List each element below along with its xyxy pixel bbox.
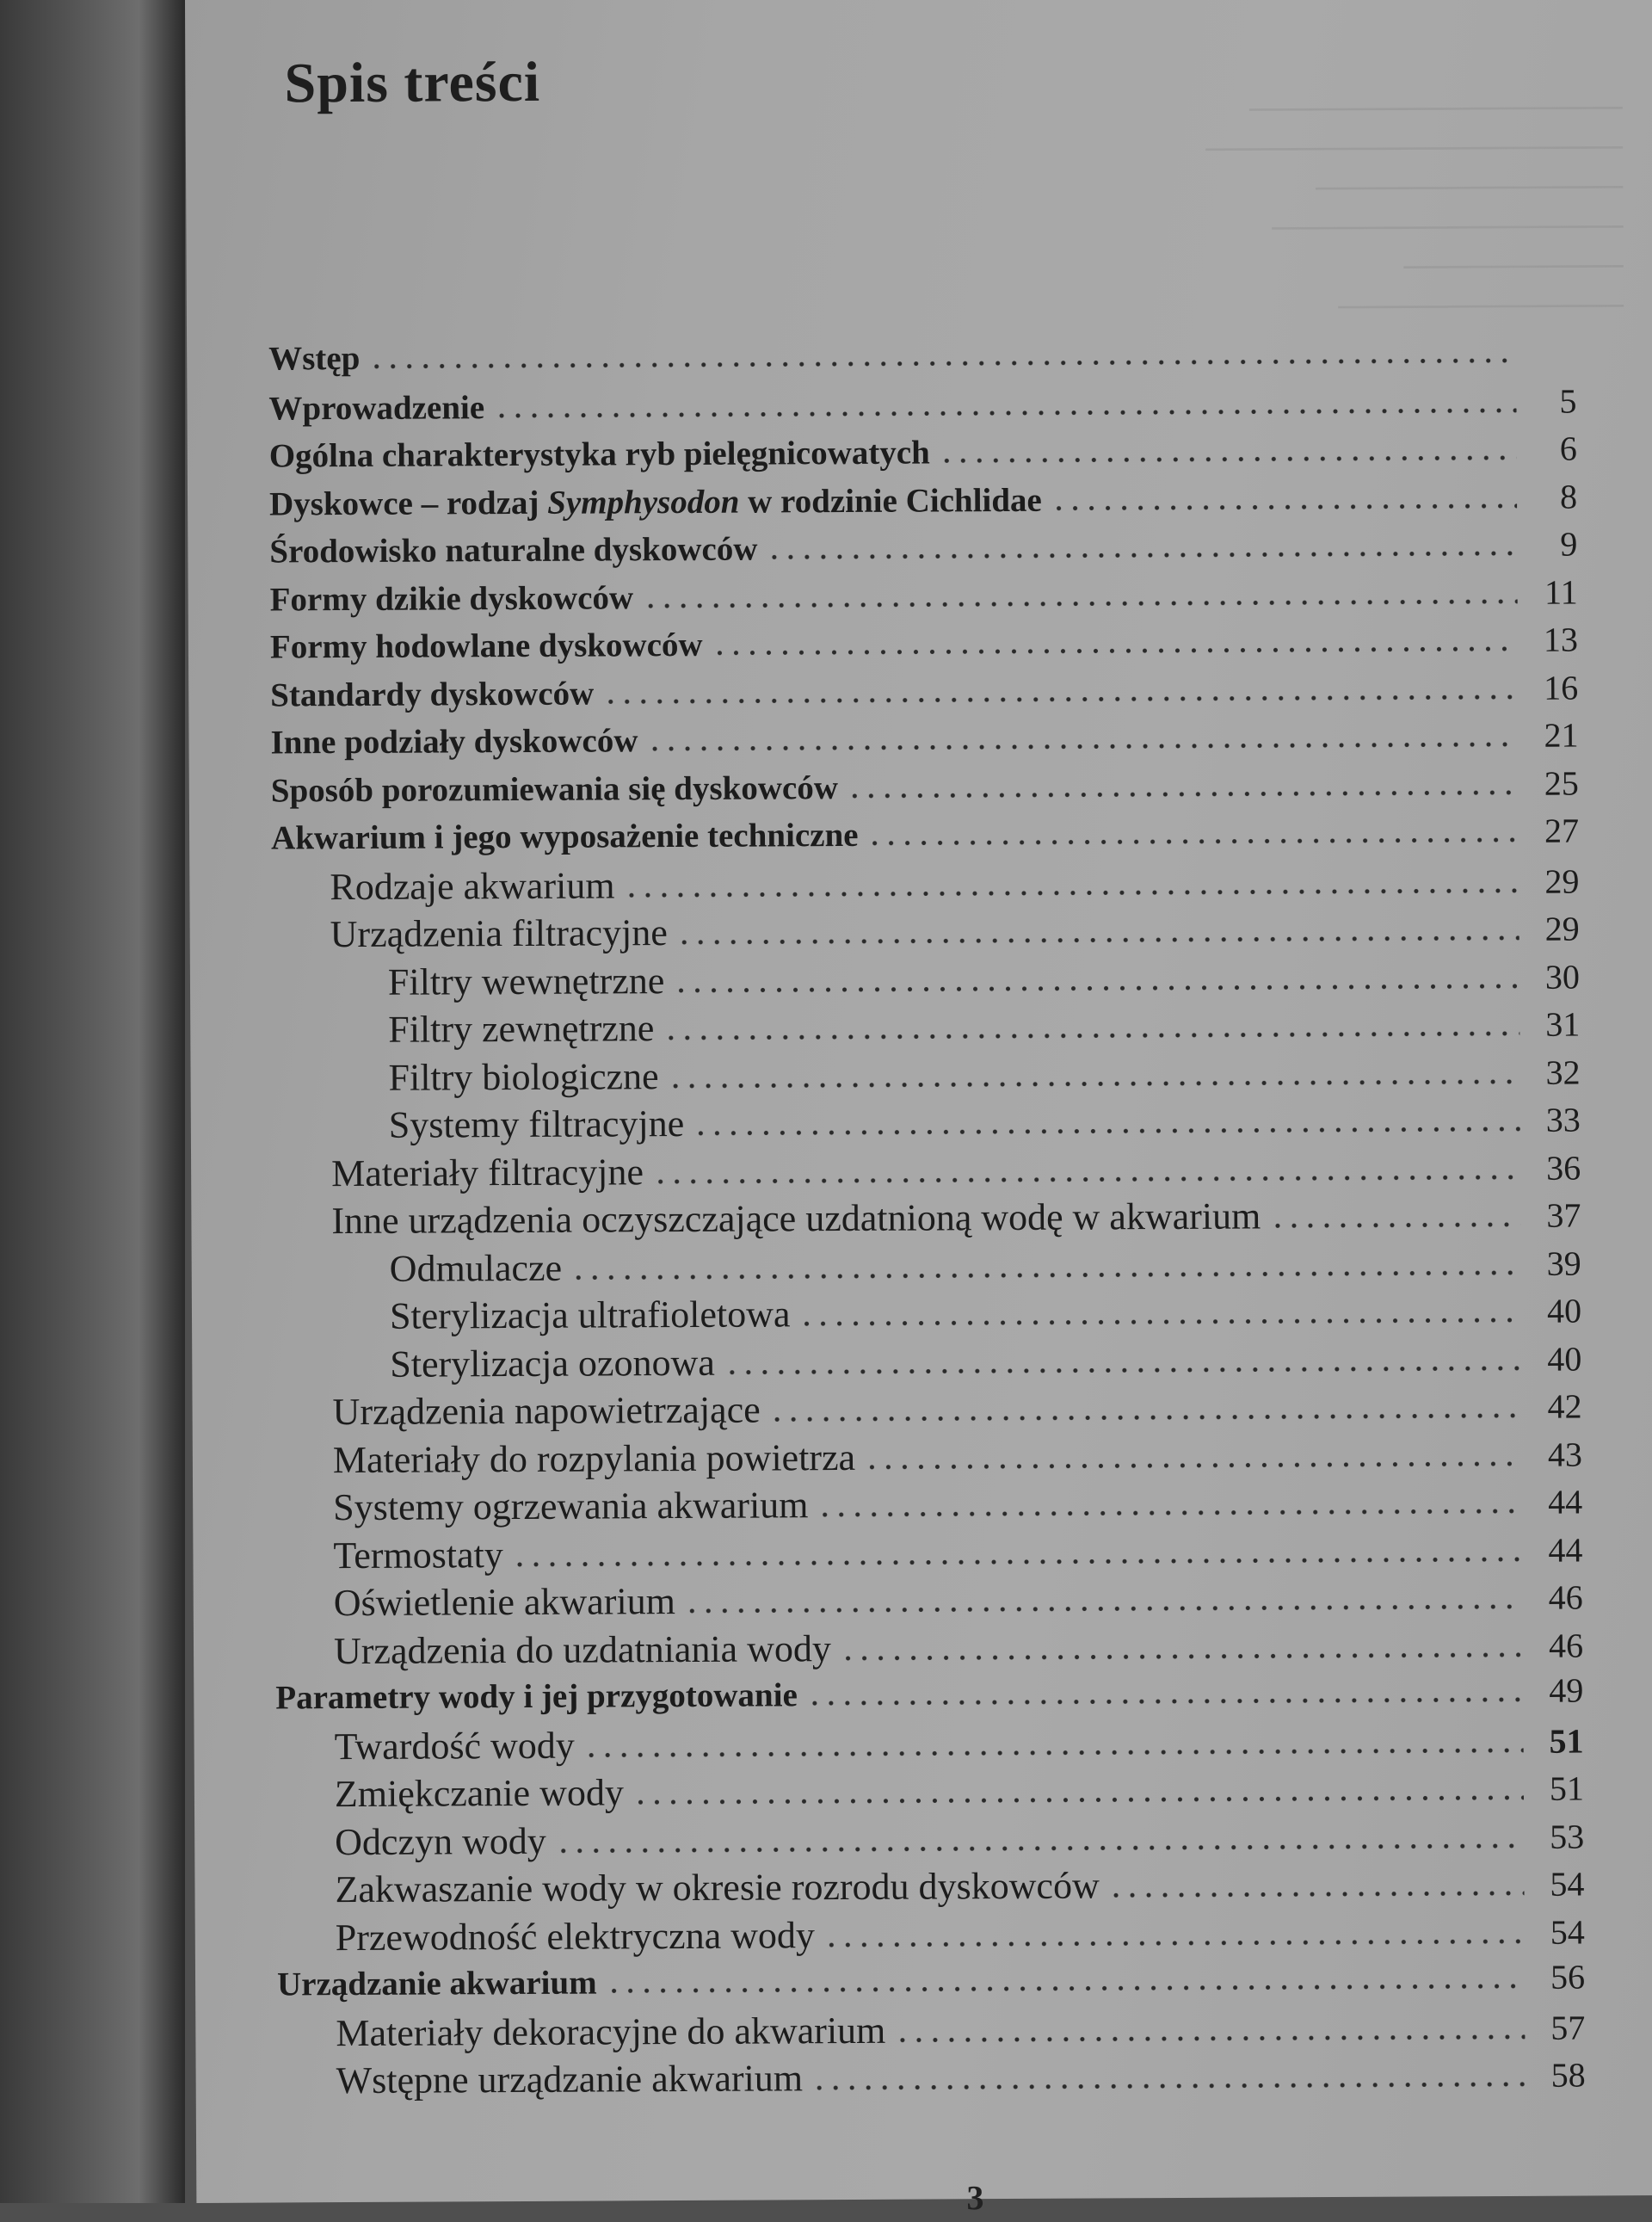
toc-entry-page: 32 [1528, 1052, 1580, 1092]
toc-entry [272, 1002, 1580, 1056]
toc-entry-page: 53 [1532, 1816, 1584, 1856]
toc-entry-title: Filtry zewnętrzne [388, 1006, 654, 1052]
toc-entry-title: Inne urządzenia oczyszczające uzdatnioną wodę w akwarium [331, 1194, 1261, 1243]
toc-entry-title: Twardość wody [334, 1723, 574, 1768]
dot-leader [769, 1413, 1522, 1423]
toc-entry-page: 57 [1533, 2007, 1585, 2047]
dot-leader [799, 1318, 1522, 1326]
toc-entry [273, 1145, 1581, 1199]
toc-entry [277, 2004, 1585, 2058]
dot-leader [894, 2034, 1525, 2042]
dot-leader [676, 935, 1519, 945]
toc-entry [275, 1670, 1583, 1725]
toc-entry [274, 1384, 1581, 1438]
page-title: Spis treści [284, 50, 540, 117]
toc-entry-page: 13 [1526, 620, 1578, 660]
dot-leader [693, 1126, 1520, 1136]
toc-entry [270, 667, 1578, 721]
toc-entry-title: Materiały do rozpylania powietrza [333, 1435, 855, 1481]
toc-entry-title: Wstęp [268, 339, 360, 379]
toc-entry-title: Filtry wewnętrzne [388, 959, 665, 1004]
toc-entry-title: Oświetlenie akwarium [334, 1579, 675, 1625]
toc-entry [274, 1479, 1582, 1534]
toc-entry-title: Urządzenia do uzdatniania wody [334, 1626, 831, 1673]
toc-entry [272, 906, 1580, 960]
toc-entry [274, 1336, 1581, 1390]
toc-entry-page: 30 [1528, 956, 1580, 997]
toc-entry-title-part: Dyskowce – rodzaj [269, 484, 547, 522]
toc-entry-page: 51 [1532, 1720, 1583, 1761]
dot-leader [684, 1604, 1523, 1614]
toc-entry [276, 1766, 1584, 1820]
dot-leader [1108, 1891, 1525, 1898]
dot-leader [847, 789, 1519, 798]
toc-entry-title: Urządzenia filtracyjne [330, 910, 668, 956]
dot-leader [766, 551, 1517, 560]
toc-entry [271, 858, 1579, 912]
toc-entry [270, 620, 1578, 674]
toc-entry-title: Standardy dyskowców [270, 674, 594, 714]
toc-entry-page: 46 [1532, 1625, 1583, 1665]
toc-entry-page: 37 [1529, 1195, 1581, 1236]
toc-entry [273, 1193, 1581, 1247]
toc-entry-title: Urządzenia napowietrzające [332, 1388, 760, 1435]
toc-entry-page: 54 [1532, 1864, 1584, 1904]
toc-entry-page: 40 [1530, 1338, 1581, 1379]
toc-entry [274, 1527, 1582, 1581]
toc-entry-title: Wprowadzenie [268, 388, 484, 428]
dot-leader [817, 1509, 1522, 1517]
toc-entry-title: Materiały dekoracyjne do akwarium [336, 2008, 885, 2054]
table-of-contents [268, 333, 1586, 2107]
dot-leader [1269, 1222, 1520, 1229]
dot-leader [570, 1269, 1521, 1280]
toc-entry [276, 1813, 1584, 1867]
dot-leader [864, 1460, 1522, 1469]
dot-leader [867, 837, 1519, 846]
dot-leader [512, 1556, 1523, 1566]
toc-entry-title: Przewodność elektryczna wody [336, 1913, 815, 1960]
show-through-text: ───────────────── ─────────────────── ────────────── ──────────────── ────────── ───────────── [1089, 87, 1624, 327]
dot-leader [652, 1174, 1520, 1183]
dot-leader [673, 983, 1519, 992]
toc-entry-page: 46 [1532, 1577, 1583, 1618]
toc-entry-page: 29 [1527, 861, 1579, 901]
toc-entry-title: Systemy filtracyjne [389, 1102, 685, 1147]
toc-entry-title: Odmulacze [390, 1245, 563, 1290]
dot-leader [632, 1795, 1524, 1805]
toc-entry-page: 39 [1530, 1243, 1581, 1283]
toc-entry-page: 54 [1533, 1911, 1585, 1952]
dot-leader [668, 1078, 1520, 1088]
toc-entry-page: 31 [1528, 1004, 1580, 1045]
toc-entry-title: Środowisko naturalne dyskowców [269, 530, 757, 571]
toc-entry-title: Sterylizacja ultrafioletowa [390, 1292, 791, 1337]
dot-leader [624, 887, 1519, 897]
dot-leader [602, 694, 1518, 704]
dot-leader [811, 2082, 1526, 2090]
dot-leader [646, 742, 1518, 751]
toc-entry [270, 715, 1578, 769]
toc-entry-title: Formy hodowlane dyskowców [270, 626, 703, 667]
toc-entry [276, 1861, 1584, 1916]
dot-leader [724, 1365, 1522, 1374]
toc-entry-page: 40 [1530, 1291, 1581, 1331]
toc-entry [269, 476, 1577, 530]
toc-entry-title: Zmiękczanie wody [335, 1770, 624, 1816]
toc-entry-page: 6 [1526, 429, 1577, 469]
toc-entry [271, 762, 1579, 817]
toc-entry-page: 5 [1525, 380, 1576, 421]
toc-entry [273, 1097, 1581, 1151]
toc-entry-page: 29 [1528, 909, 1580, 949]
dot-leader [368, 358, 1516, 369]
toc-entry [277, 1909, 1585, 1963]
toc-entry-page: 42 [1530, 1386, 1581, 1427]
toc-entry-page: 49 [1532, 1670, 1583, 1711]
toc-entry-title: Odczyn wody [335, 1818, 546, 1863]
dot-leader [583, 1747, 1524, 1757]
toc-entry [270, 571, 1578, 626]
dot-leader [642, 598, 1518, 608]
dot-leader [555, 1842, 1524, 1853]
book-gutter [0, 0, 185, 2203]
toc-entry [277, 1957, 1585, 2011]
toc-entry-title: Termostaty [333, 1533, 503, 1577]
page-number: 3 [966, 2177, 983, 2218]
dot-leader [493, 407, 1516, 417]
toc-entry-title: Akwarium i jego wyposażenie techniczne [271, 816, 859, 858]
toc-entry-page: 8 [1526, 476, 1577, 516]
toc-entry-title: Ogólna charakterystyka ryb pielęgnicowatych [269, 433, 930, 475]
toc-entry [278, 2052, 1586, 2107]
toc-entry [275, 1718, 1583, 1772]
toc-entry [271, 811, 1579, 865]
toc-entry [274, 1288, 1581, 1342]
toc-entry-title: Inne podziały dyskowców [270, 721, 638, 762]
toc-entry-title-italic: Symphysodon [547, 483, 739, 521]
toc-entry [268, 380, 1576, 435]
toc-entry [275, 1622, 1583, 1676]
toc-entry [274, 1431, 1582, 1485]
toc-entry-page: 25 [1527, 762, 1579, 803]
dot-leader [1051, 503, 1517, 510]
toc-entry-page: 58 [1534, 2055, 1586, 2095]
toc-entry [275, 1575, 1583, 1629]
dot-leader [823, 1938, 1525, 1947]
toc-entry-page: 16 [1526, 667, 1578, 707]
toc-entry-page: 21 [1526, 715, 1578, 756]
toc-entry-page: 36 [1529, 1147, 1581, 1188]
toc-entry-page: 44 [1531, 1529, 1582, 1570]
toc-entry [269, 524, 1577, 578]
toc-entry-page: 33 [1529, 1100, 1581, 1140]
dot-leader [606, 1984, 1525, 1994]
toc-entry-title: Zakwaszanie wody w okresie rozrodu dyskowców [335, 1863, 1100, 1911]
toc-entry [269, 429, 1577, 483]
dot-leader [840, 1651, 1523, 1660]
toc-entry-title: Sposób porozumiewania się dyskowców [271, 768, 838, 810]
toc-entry [272, 1049, 1580, 1103]
toc-entry-page: 56 [1533, 1957, 1585, 1997]
toc-entry-page: 9 [1526, 524, 1577, 565]
toc-entry-title: Urządzanie akwarium [277, 1964, 597, 2004]
toc-entry-page: 11 [1526, 571, 1577, 612]
toc-entry-title: Sterylizacja ozonowa [390, 1340, 715, 1386]
toc-entry-title [269, 480, 1042, 523]
toc-entry-title: Rodzaje akwarium [330, 863, 614, 909]
dot-leader [939, 455, 1517, 464]
toc-entry [274, 1240, 1581, 1294]
toc-entry [272, 954, 1580, 1008]
toc-entry-title: Parametry wody i jej przygotowanie [275, 1676, 798, 1717]
toc-entry-title: Materiały filtracyjne [331, 1150, 644, 1195]
dot-leader [712, 646, 1518, 656]
toc-entry-title: Wstępne urządzanie akwarium [336, 2056, 804, 2102]
toc-entry-title: Filtry biologiczne [388, 1054, 658, 1100]
book-page [185, 0, 1652, 2203]
toc-entry [268, 333, 1576, 387]
toc-entry-title: Systemy ogrzewania akwarium [333, 1483, 809, 1529]
toc-entry-title: Formy dzikie dyskowców [270, 578, 634, 619]
toc-entry-page: 43 [1531, 1434, 1582, 1474]
toc-entry-title-part: w rodzinie Cichlidae [739, 481, 1042, 520]
dot-leader [806, 1697, 1524, 1706]
dot-leader [663, 1031, 1519, 1040]
toc-entry-page: 51 [1532, 1768, 1584, 1809]
toc-entry-page: 44 [1531, 1482, 1582, 1522]
toc-entry-page: 27 [1527, 811, 1579, 851]
